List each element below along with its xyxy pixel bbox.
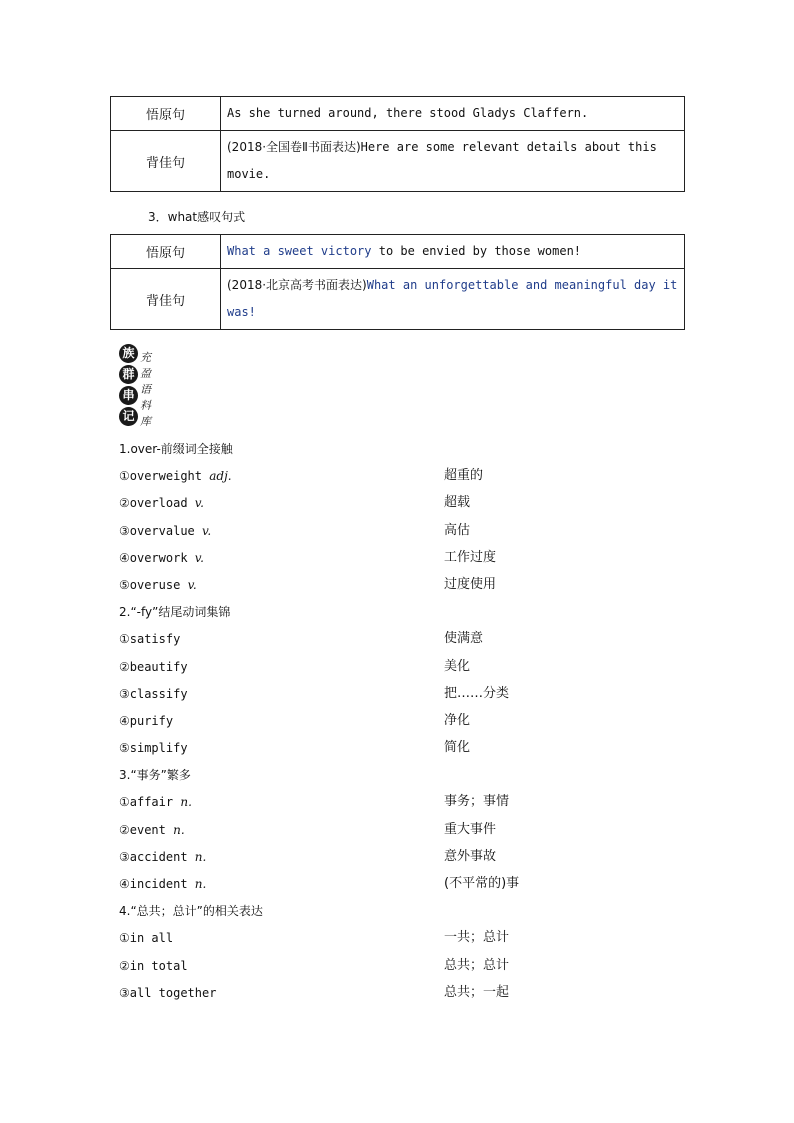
vocab-section-title: 3.“事务”繁多 [119,768,191,783]
row-label: 背佳句 [111,269,221,330]
list-item: ③classify 把……分类 [119,685,510,701]
row-label: 悟原句 [111,235,221,269]
badge-small-char: 料 [140,399,151,412]
row-text: As she turned around, there stood Gladys Claffern. [221,97,685,131]
badge-char: 串 [119,386,138,405]
list-item: ②in total 总共；总计 [119,957,510,973]
section-heading: 3．what感叹句式 [148,210,246,224]
badge-small-char: 语 [140,383,151,396]
list-item: ②beautify 美化 [119,658,471,674]
badge-char: 族 [119,344,138,363]
row-text: (2018·全国卷Ⅱ书面表达)Here are some relevant details about this movie. [221,131,685,192]
list-item: ①affair n. 事务；事情 [119,794,510,810]
badge-small-char: 库 [140,415,151,428]
row-label: 悟原句 [111,97,221,131]
table-row [111,97,685,131]
vocabulary-list [119,440,679,1011]
vocab-section-title: 4.“总共；总计”的相关表达 [119,904,263,919]
badge-small-char: 盈 [140,367,151,380]
list-item: ③accident n. 意外事故 [119,848,497,864]
badge-char: 群 [119,365,138,384]
table-row [111,269,685,330]
list-item: ①in all 一共；总计 [119,930,510,946]
list-item: ①satisfy 使满意 [119,631,484,647]
sentence-table-2 [110,234,685,330]
table-row [111,235,685,269]
sentence-table-1 [110,96,685,192]
list-item: ⑤overuse v. 过度使用 [119,576,497,592]
list-item: ④overwork v. 工作过度 [119,549,497,565]
row-text: What a sweet victory to be envied by those women! [221,235,685,269]
badge-small-char: 充 [140,351,151,364]
row-label: 背佳句 [111,131,221,192]
vocab-section-title: 1.over-前缀词全接触 [119,442,233,456]
row-text: (2018·北京高考书面表达)What an unforgettable and meaningful day it was! [221,269,685,330]
table-row [111,131,685,192]
list-item: ③overvalue v. 高估 [119,522,471,538]
list-item: ④purify 净化 [119,712,471,728]
list-item: ②overload v. 超载 [119,495,471,511]
list-item: ④incident n. (不平常的)事 [119,876,520,891]
section-badge [119,344,159,426]
list-item: ③all together 总共；一起 [119,984,510,1000]
list-item: ②event n. 重大事件 [119,821,497,837]
vocab-section-title: 2.“-fy”结尾动词集锦 [119,605,231,620]
list-item: ①overweight adj. 超重的 [119,468,484,484]
list-item: ⑤simplify 简化 [119,740,471,756]
badge-char: 记 [119,407,138,426]
